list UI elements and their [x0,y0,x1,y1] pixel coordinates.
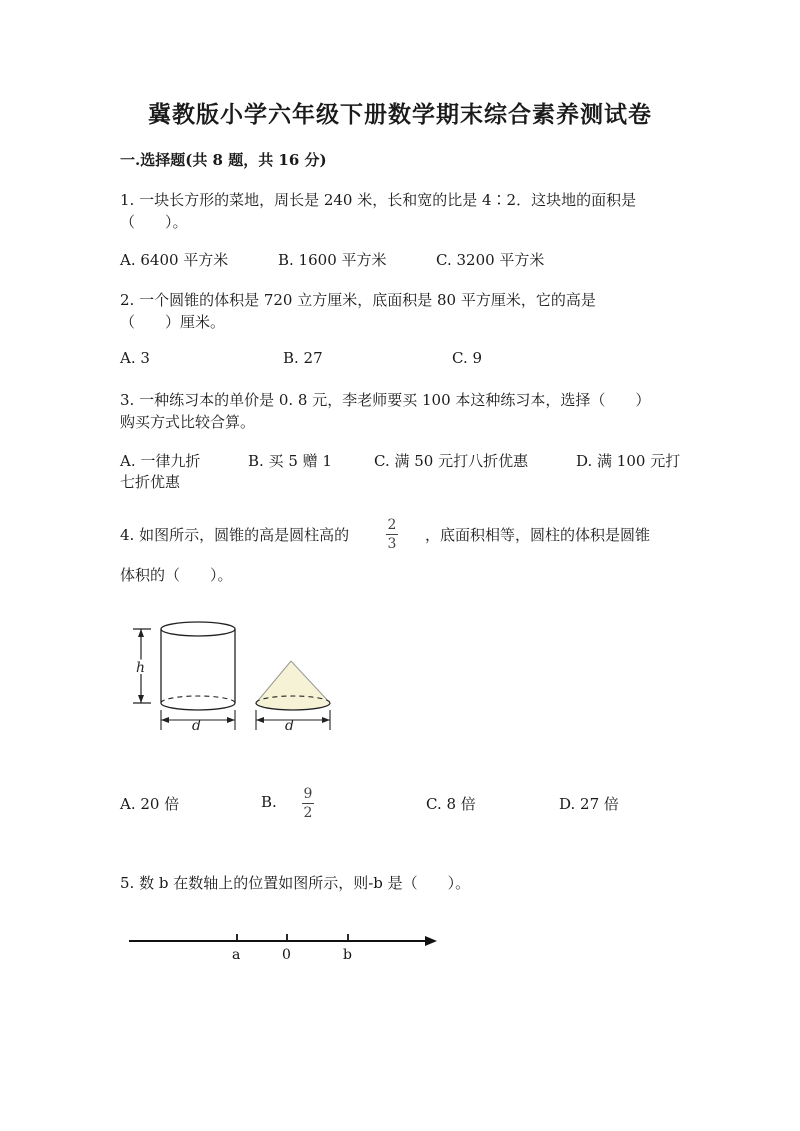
q4-option-c[interactable]: C. 8 倍 [426,795,476,813]
cone-diameter-label: d [285,718,294,734]
section-heading: 一.选择题(共 8 题，共 16 分) [120,151,327,169]
q3-option-d[interactable]: D. 满 100 元打 [576,452,681,470]
q3-option-b[interactable]: B. 买 5 赠 1 [248,452,332,470]
q4-option-d[interactable]: D. 27 倍 [559,795,619,813]
page-title: 冀教版小学六年级下册数学期末综合素养测试卷 [148,101,652,128]
fraction-bar [302,803,314,804]
q3-stem-line2: 购买方式比较合算。 [120,413,256,431]
q1-stem-line2: （ ）。 [120,213,188,231]
q5-stem: 5. 数 b 在数轴上的位置如图所示，则-b 是（ ）。 [120,874,471,892]
q4-stem-part1: 4. 如图所示，圆锥的高是圆柱高的 [120,526,350,544]
q4-option-a[interactable]: A. 20 倍 [120,795,180,813]
q4-stem-line2: 体积的（ ）。 [120,566,233,584]
cylinder-cone-figure [125,612,345,742]
q2-option-c[interactable]: C. 9 [452,349,483,367]
fraction-bar [386,534,398,535]
q1-option-a[interactable]: A. 6400 平方米 [120,251,229,269]
q4-stem-part2: ，底面积相等，圆柱的体积是圆锥 [425,526,651,544]
number-line-label-a: a [232,947,241,963]
number-line-label-zero: 0 [282,947,291,963]
q1-option-c[interactable]: C. 3200 平方米 [436,251,545,269]
q2-stem-line2: （ ）厘米。 [120,313,226,331]
q2-stem-line1: 2. 一个圆锥的体积是 720 立方厘米，底面积是 80 平方厘米，它的高是 [120,291,596,309]
number-line-figure [125,928,445,968]
height-label: h [136,660,146,676]
q2-option-a[interactable]: A. 3 [120,349,150,367]
q1-option-b[interactable]: B. 1600 平方米 [278,251,387,269]
q3-option-a[interactable]: A. 一律九折 [120,452,201,470]
fraction-denominator: 3 [387,536,397,552]
fraction-denominator: 2 [303,805,313,821]
q3-option-c[interactable]: C. 满 50 元打八折优惠 [374,452,529,470]
fraction-numerator: 2 [387,517,397,533]
q4-option-b-fraction [302,786,314,821]
q3-option-d-continued: 七折优惠 [120,473,181,491]
fraction-numerator: 9 [303,786,313,802]
cylinder-diameter-label: d [192,718,201,734]
q4-option-b[interactable]: B. [261,793,277,811]
q3-stem-line1: 3. 一种练习本的单价是 0. 8 元，李老师要买 100 本这种练习本，选择（ ） [120,391,651,409]
q2-option-b[interactable]: B. 27 [283,349,323,367]
q1-stem-line1: 1. 一块长方形的菜地，周长是 240 米，长和宽的比是 4∶2．这块地的面积是 [120,191,637,209]
number-line-label-b: b [343,947,352,963]
q4-fraction-two-thirds [386,517,398,552]
